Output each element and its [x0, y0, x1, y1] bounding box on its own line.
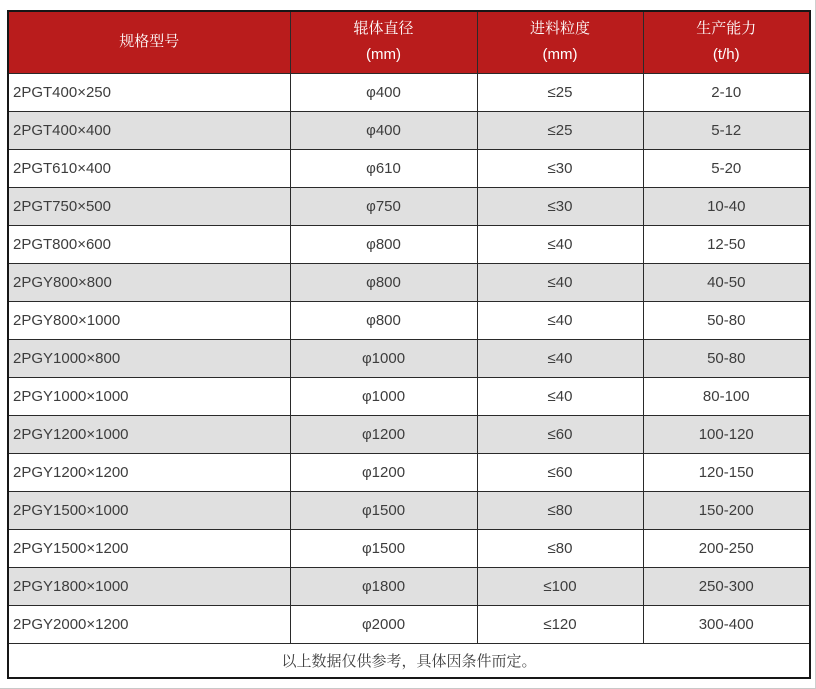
capacity-cell: 50-80: [643, 301, 810, 339]
roller-diameter-cell: φ1000: [290, 339, 477, 377]
table-row: [8, 263, 810, 301]
capacity-cell: 250-300: [643, 567, 810, 605]
feed-size-cell: ≤25: [477, 73, 643, 111]
feed-size-cell: ≤80: [477, 491, 643, 529]
table-row: [8, 453, 810, 491]
feed-size-cell: ≤120: [477, 605, 643, 643]
capacity-cell: 40-50: [643, 263, 810, 301]
roller-diameter-cell: φ1500: [290, 529, 477, 567]
model-cell: 2PGY1200×1000: [8, 415, 290, 453]
feed-size-cell: ≤30: [477, 149, 643, 187]
capacity-cell: 100-120: [643, 415, 810, 453]
header-capacity-label: 生产能力: [696, 20, 757, 38]
header-model: [8, 11, 290, 73]
model-cell: 2PGY1000×800: [8, 339, 290, 377]
model-cell: 2PGT800×600: [8, 225, 290, 263]
feed-size-cell: ≤100: [477, 567, 643, 605]
model-cell: 2PGY1200×1200: [8, 453, 290, 491]
roller-diameter-cell: φ610: [290, 149, 477, 187]
table-body: [8, 73, 810, 643]
model-cell: 2PGY2000×1200: [8, 605, 290, 643]
header-row: [8, 11, 810, 73]
feed-size-cell: ≤40: [477, 263, 643, 301]
roller-diameter-cell: φ750: [290, 187, 477, 225]
roller-diameter-cell: φ400: [290, 111, 477, 149]
header-roller-diameter-unit: (mm): [366, 46, 401, 64]
roller-diameter-cell: φ400: [290, 73, 477, 111]
feed-size-cell: ≤80: [477, 529, 643, 567]
footer-note: 以上数据仅供参考，具体因条件而定。: [8, 643, 810, 678]
table-row: [8, 187, 810, 225]
header-roller-diameter-label: 辊体直径: [353, 20, 414, 38]
feed-size-cell: ≤60: [477, 453, 643, 491]
roller-diameter-cell: φ1200: [290, 415, 477, 453]
model-cell: 2PGT610×400: [8, 149, 290, 187]
feed-size-cell: ≤40: [477, 339, 643, 377]
table-row: [8, 415, 810, 453]
table-row: [8, 73, 810, 111]
capacity-cell: 2-10: [643, 73, 810, 111]
feed-size-cell: ≤40: [477, 225, 643, 263]
header-roller-diameter: [290, 11, 477, 73]
capacity-cell: 150-200: [643, 491, 810, 529]
roller-diameter-cell: φ1800: [290, 567, 477, 605]
feed-size-cell: ≤40: [477, 377, 643, 415]
model-cell: 2PGY1500×1200: [8, 529, 290, 567]
capacity-cell: 5-20: [643, 149, 810, 187]
spec-table: [7, 10, 811, 679]
model-cell: 2PGY800×1000: [8, 301, 290, 339]
capacity-cell: 300-400: [643, 605, 810, 643]
roller-diameter-cell: φ2000: [290, 605, 477, 643]
model-cell: 2PGT750×500: [8, 187, 290, 225]
table-row: [8, 301, 810, 339]
roller-diameter-cell: φ1200: [290, 453, 477, 491]
table-row: [8, 111, 810, 149]
capacity-cell: 50-80: [643, 339, 810, 377]
roller-diameter-cell: φ1000: [290, 377, 477, 415]
header-capacity: [643, 11, 810, 73]
table-row: [8, 225, 810, 263]
table-row: [8, 529, 810, 567]
capacity-cell: 80-100: [643, 377, 810, 415]
roller-diameter-cell: φ800: [290, 225, 477, 263]
capacity-cell: 200-250: [643, 529, 810, 567]
feed-size-cell: ≤25: [477, 111, 643, 149]
table-row: [8, 339, 810, 377]
table-row: [8, 567, 810, 605]
header-feed-size-label: 进料粒度: [529, 20, 590, 38]
model-cell: 2PGY1000×1000: [8, 377, 290, 415]
capacity-cell: 5-12: [643, 111, 810, 149]
model-cell: 2PGY1500×1000: [8, 491, 290, 529]
model-cell: 2PGT400×250: [8, 73, 290, 111]
header-capacity-unit: (t/h): [712, 46, 740, 64]
table-row: [8, 605, 810, 643]
feed-size-cell: ≤40: [477, 301, 643, 339]
header-feed-size: [477, 11, 643, 73]
footer-row: [8, 643, 810, 678]
table-row: [8, 491, 810, 529]
table-row: [8, 149, 810, 187]
header-feed-size-unit: (mm): [542, 46, 578, 64]
model-cell: 2PGY800×800: [8, 263, 290, 301]
roller-diameter-cell: φ1500: [290, 491, 477, 529]
roller-diameter-cell: φ800: [290, 263, 477, 301]
capacity-cell: 10-40: [643, 187, 810, 225]
model-cell: 2PGT400×400: [8, 111, 290, 149]
model-cell: 2PGY1800×1000: [8, 567, 290, 605]
table-row: [8, 377, 810, 415]
capacity-cell: 120-150: [643, 453, 810, 491]
feed-size-cell: ≤60: [477, 415, 643, 453]
roller-diameter-cell: φ800: [290, 301, 477, 339]
feed-size-cell: ≤30: [477, 187, 643, 225]
header-model-label: 规格型号: [119, 33, 180, 51]
capacity-cell: 12-50: [643, 225, 810, 263]
